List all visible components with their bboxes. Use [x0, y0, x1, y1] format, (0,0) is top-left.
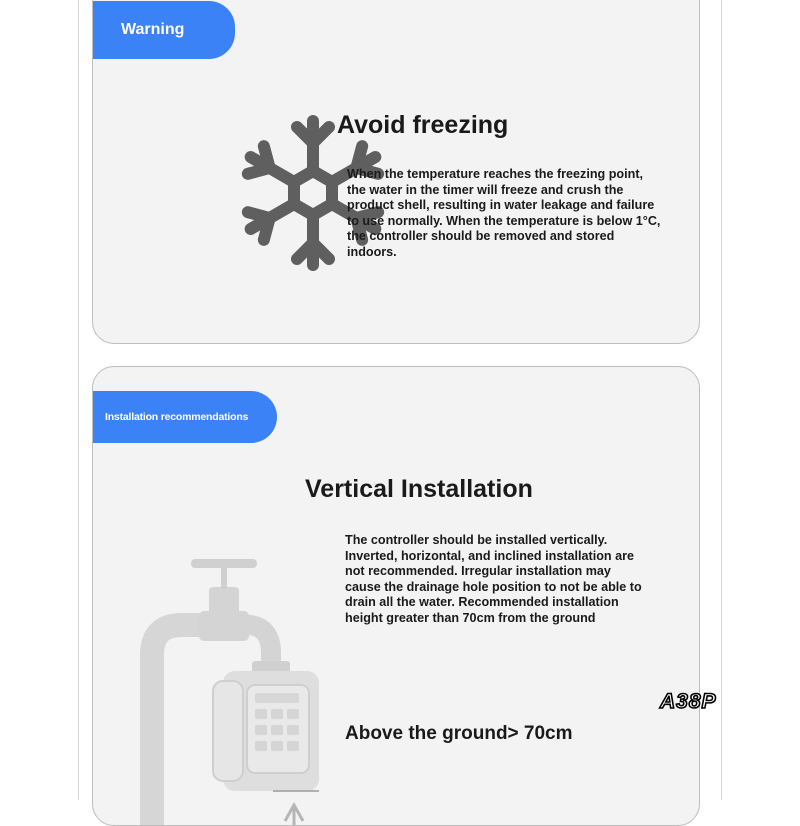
installation-card — [92, 366, 700, 826]
watermark: A38P — [660, 690, 717, 713]
warning-title: Avoid freezing — [337, 111, 509, 139]
page-edge-right — [721, 0, 722, 800]
warning-tab-label: Warning — [121, 21, 185, 38]
ground-height-label: Above the ground> 70cm — [345, 723, 573, 744]
warning-card — [92, 0, 700, 344]
faucet-with-timer-illustration — [133, 475, 343, 826]
installation-tab-label: Installation recommendations — [105, 411, 249, 423]
installation-body-text: The controller should be installed vertically. Inverted, horizontal, and inclined installation are not recommended. Irregular installation may cause the drainage hole position to not be able to drain all the water. Recommended installation height greater than 70cm from the ground — [345, 533, 642, 625]
installation-tab — [92, 391, 277, 443]
installation-title: Vertical Installation — [305, 475, 533, 503]
warning-body-text: When the temperature reaches the freezing point, the water in the timer will freeze and crush the product shell, resulting in water leakage and failure to use normally. When the temperature is below 1°C, the controller should be removed and stored indoors. — [347, 167, 661, 259]
page-edge-left — [78, 0, 79, 800]
warning-tab — [92, 1, 235, 59]
